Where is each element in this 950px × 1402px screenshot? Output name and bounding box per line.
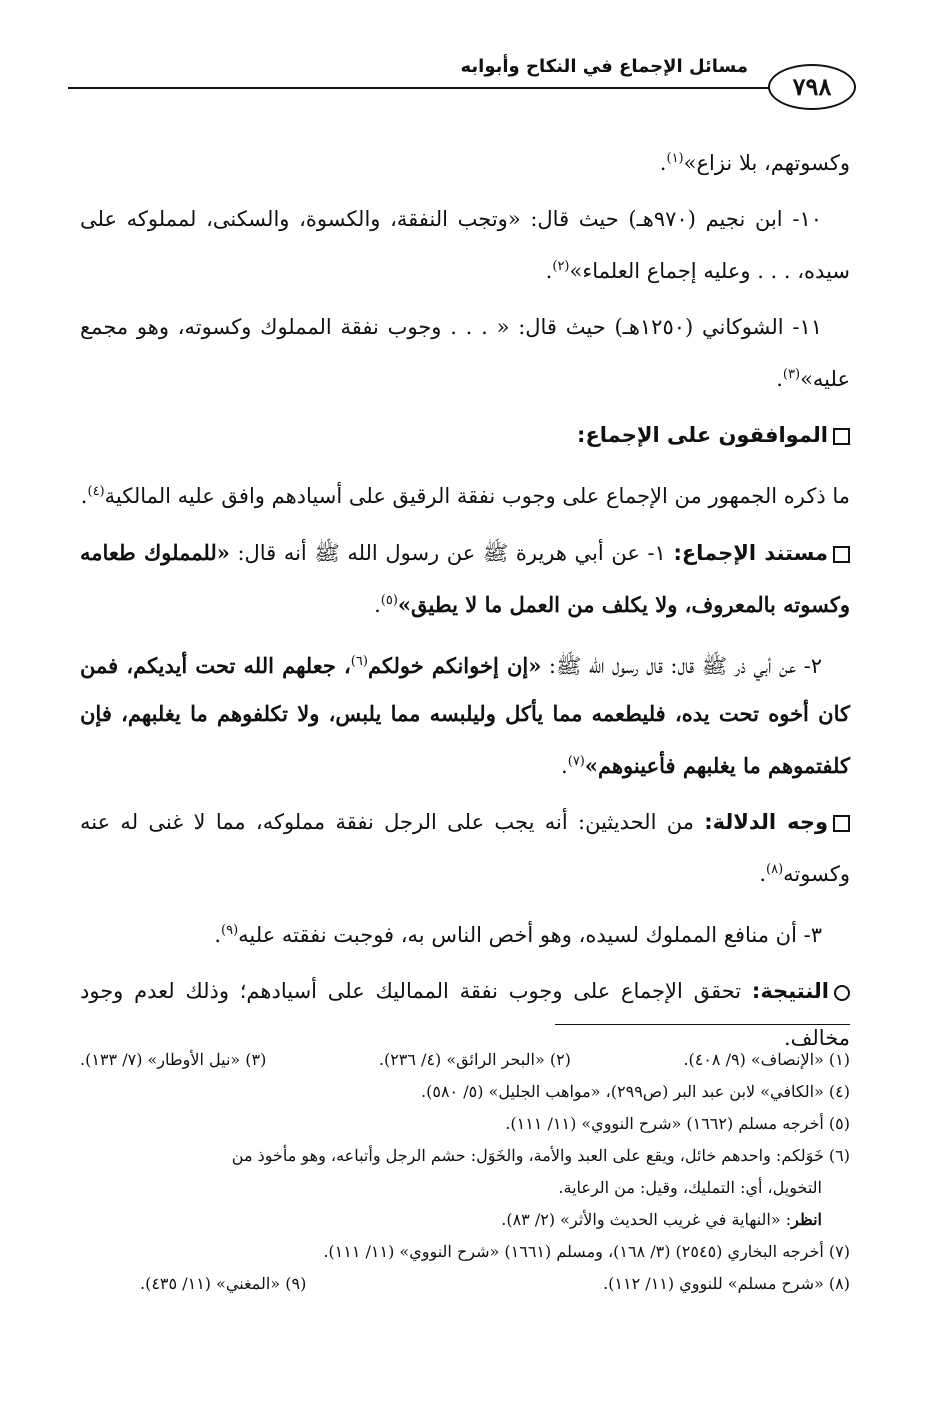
text: . <box>759 862 767 886</box>
text: وكسوتهم، بلا نزاع» <box>683 151 850 175</box>
footnote-row <box>80 1268 850 1300</box>
footnote-ref: (٨) <box>766 862 784 877</box>
header-rule <box>68 87 778 89</box>
text: تحقق الإجماع على وجوب نفقة المماليك على أسيادهم؛ وذلك لعدم وجود مخالف. <box>80 979 850 1050</box>
footnote-1: (١) «الإنصاف» (٩/ ٤٠٨). <box>683 1050 850 1069</box>
text: ١١- الشوكاني (١٢٥٠هـ) حيث قال: « . . . وجوب نفقة المملوك وكسوته، وهو مجمع عليه» <box>80 315 850 391</box>
paragraph-2 <box>80 196 850 295</box>
footnote-ref: (٣) <box>782 367 801 382</box>
footnote-separator <box>555 1024 850 1025</box>
page-number: ٧٩٨ <box>768 64 856 110</box>
paragraph-5 <box>80 529 850 629</box>
running-title: مسائل الإجماع في النكاح وأبوابه <box>460 56 748 77</box>
footnote-ref: (٩) <box>221 923 239 938</box>
section-heading: مستند الإجماع: <box>673 541 828 565</box>
footnote-ref: (٢) <box>552 259 570 274</box>
paragraph-8 <box>80 907 850 959</box>
page-header <box>68 40 858 110</box>
text: . <box>659 151 667 175</box>
text: : «النهاية في غريب الحديث والأثر» (٢/ ٨٣). <box>501 1210 792 1229</box>
square-bullet-icon <box>833 546 850 563</box>
footnote-9: (٩) «المغني» (١١/ ٤٣٥). <box>140 1274 307 1293</box>
footnote-ref: (٧) <box>567 754 585 769</box>
footnote-row <box>80 1044 850 1076</box>
footnote-2: (٢) «البحر الرائق» (٤/ ٢٣٦). <box>378 1050 571 1069</box>
paragraph-3 <box>80 304 850 403</box>
footnote-5: (٥) أخرجه مسلم (١٦٦٢) «شرح النووي» (١١/ ١١١). <box>505 1114 850 1133</box>
square-bullet-icon <box>833 815 850 832</box>
paragraph-4 <box>80 468 850 520</box>
square-bullet-icon <box>833 428 850 445</box>
footnote-3: (٣) «نيل الأوطار» (٧/ ١٣٣). <box>80 1050 267 1069</box>
circle-bullet-icon <box>834 985 850 1001</box>
text: ٣- أن منافع المملوك لسيده، وهو أخص الناس به، فوجبت نفقته عليه <box>238 923 822 947</box>
footnote-6-continued: التخويل، أي: التمليك، وقيل: من الرعاية. <box>558 1178 822 1197</box>
paragraph-6 <box>80 638 850 790</box>
footnotes <box>80 1044 850 1300</box>
text: ما ذكره الجمهور من الإجماع على وجوب نفقة الرقيق على أسيادهم وافق عليه المالكية <box>104 484 850 508</box>
see-label: انظر <box>791 1210 822 1229</box>
footnote-ref: (٥) <box>380 593 398 608</box>
footnote-ref: (٦) <box>350 654 368 669</box>
text: . <box>214 923 222 947</box>
paragraph-1 <box>80 135 850 187</box>
text: ١- عن أبي هريرة ﷺ عن رسول الله ﷺ أنه قال: <box>229 541 674 565</box>
text: . <box>776 367 783 391</box>
hadith-text: «للمملوك طعامه وكسوته بالمعروف، ولا يكلف من العمل ما لا يطيق» <box>80 540 850 617</box>
section-heading: الموافقون على الإجماع: <box>577 423 828 447</box>
section-heading: وجه الدلالة: <box>704 810 829 834</box>
hadith-text: «إن إخوانكم خولكم <box>367 653 542 678</box>
text: من الحديثين: أنه يجب على الرجل نفقة مملوكه، مما لا غنى له عنه وكسوته <box>80 810 850 886</box>
footnote-6-see <box>80 1204 850 1236</box>
paragraph-7 <box>80 799 850 898</box>
section-heading: النتيجة: <box>751 979 829 1003</box>
text: ١٠- ابن نجيم (٩٧٠هـ) حيث قال: «وتجب النفقة، والكسوة، والسكنى، لمملوكه على سيده، . . . وعليه إجماع العلماء» <box>80 207 850 283</box>
footnote-6: (٦) خَوَلكم: واحدهم خائل، ويقع على العبد والأمة، والخَوَل: حشم الرجل وأتباعه، وهو مأخوذ من <box>231 1146 850 1165</box>
footnote-ref: (٤) <box>87 484 105 499</box>
text: . <box>80 484 88 508</box>
footnote-8: (٨) «شرح مسلم» للنووي (١١/ ١١٢). <box>603 1274 850 1293</box>
text: . <box>561 754 568 778</box>
hadith-text: ، جعلهم الله تحت أيديكم، فمن كان أخوه تحت يده، فليطعمه مما يأكل وليلبسه مما يلبس، ولا تكلفوهم ما يغلبهم، فإن كلفتموهم ما يغلبهم فأعينوهم» <box>80 653 850 778</box>
section-agree <box>80 412 850 459</box>
footnote-7: (٧) أخرجه البخاري (٢٥٤٥) (٣/ ١٦٨)، ومسلم (١٦٦١) «شرح النووي» (١١/ ١١١). <box>323 1242 850 1261</box>
text: . <box>545 259 553 283</box>
text: . <box>374 593 381 617</box>
footnote-ref: (١) <box>666 151 684 166</box>
text: ٢- عن أبي ذر ﷺ قال: قال رسول الله ﷺ: <box>541 654 822 678</box>
main-text <box>80 135 850 1071</box>
footnote-4: (٤) «الكافي» لابن عبد البر (ص٢٩٩)، «مواهب الجليل» (٥/ ٥٨٠). <box>421 1082 850 1101</box>
